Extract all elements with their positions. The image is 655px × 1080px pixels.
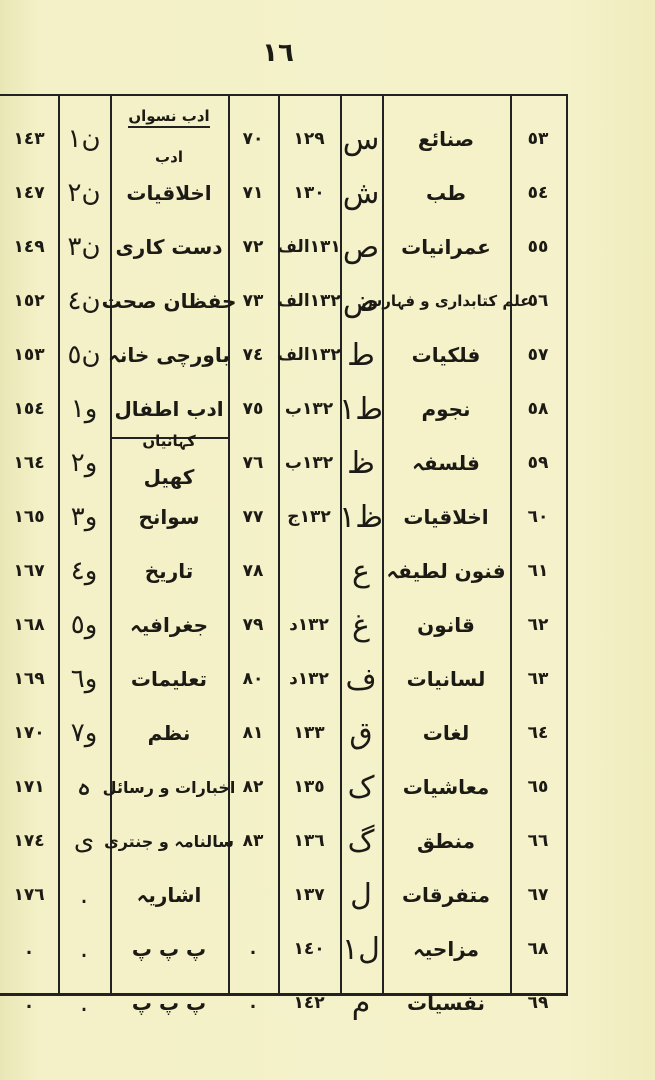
table-row xyxy=(0,490,566,544)
cell-serial-left: ٦٨ xyxy=(527,939,549,959)
table-row xyxy=(0,598,566,652)
cell-code-right: و٣ xyxy=(70,502,98,532)
cell-page: ١٦٨ xyxy=(13,615,45,635)
cell-serial-left: ٦٢ xyxy=(527,615,549,635)
cell-page: ١٦٧ xyxy=(13,561,45,581)
cell-subject-right: اشاریہ xyxy=(136,883,202,907)
cell-code-right: و٥ xyxy=(70,610,98,640)
table-row xyxy=(0,652,566,706)
cell-page: ١٥٤ xyxy=(13,399,45,419)
cell-subject-right: اخلاقیات xyxy=(126,181,212,205)
cell-serial-left: ٦٧ xyxy=(527,885,549,905)
cell-code-left: ظ١ xyxy=(339,499,383,535)
cell-code-left: ف xyxy=(345,661,377,697)
index-table xyxy=(0,94,568,1021)
cell-serial-left: ٥٥ xyxy=(527,237,549,257)
cell-subject-right: نظم xyxy=(147,721,191,745)
cell-page-left xyxy=(278,544,340,598)
cell-subject-left: فلسفہ xyxy=(412,451,480,475)
cell-subject-right: ادب اطفال xyxy=(110,382,228,439)
table-row xyxy=(0,706,566,760)
cell-page-left: ١٣١الف xyxy=(277,237,341,257)
table-row xyxy=(0,922,566,976)
cell-code-right: ی xyxy=(73,826,95,856)
cell-serial-left: ٥٧ xyxy=(527,345,549,365)
cell-serial-left: ٥٩ xyxy=(527,453,549,473)
cell-subject-left: علم کتابداری و فہارس xyxy=(361,292,531,310)
cell-serial-right: ٧١ xyxy=(242,183,264,203)
cell-page-left: ١٣٠ xyxy=(293,183,325,203)
cell-serial-left: ٦٤ xyxy=(527,723,549,743)
cell-code-right: ن٢ xyxy=(67,178,101,208)
cell-subject-right: تاریخ xyxy=(144,559,194,583)
cell-serial-right: . xyxy=(249,939,257,959)
cell-serial-right: ٧٤ xyxy=(242,345,264,365)
cell-code-right: و٤ xyxy=(70,556,98,586)
cell-serial-left: ٦٦ xyxy=(527,831,549,851)
cell-subject-right: حفظان صحت xyxy=(101,289,237,313)
cell-serial-left: ٦٠ xyxy=(527,507,549,527)
cell-code-left: ط xyxy=(347,337,375,373)
cell-code-left: غ xyxy=(352,607,370,643)
cell-page: ١٧٤ xyxy=(13,831,45,851)
cell-serial-left: ٦٥ xyxy=(527,777,549,797)
cell-subject-left: مزاحیہ xyxy=(413,937,479,961)
table-row xyxy=(0,112,566,166)
table-row xyxy=(0,382,566,436)
table-row xyxy=(0,976,566,1030)
cell-page-left: ١٣٦ xyxy=(293,831,325,851)
cell-code-left: ق xyxy=(349,715,373,751)
cell-page-left: ١٣٢ج xyxy=(287,507,331,527)
cell-subject-right: کھیل xyxy=(143,465,195,489)
cell-subject-left: نجوم xyxy=(421,397,471,421)
table-row xyxy=(0,328,566,382)
cell-subject-left: متفرقات xyxy=(401,883,491,907)
cell-subject-left: صنائع xyxy=(417,127,475,151)
table-row xyxy=(0,166,566,220)
cell-serial-left: ٦١ xyxy=(527,561,549,581)
cell-subject-left: قانون xyxy=(417,613,475,637)
cell-serial-right: ٧٢ xyxy=(242,237,264,257)
cell-page: ١٧٦ xyxy=(13,885,45,905)
cell-code-right: . xyxy=(79,934,89,964)
cell-subject-left: اخلاقیات xyxy=(403,505,489,529)
cell-subject-left: نفسیات xyxy=(406,991,486,1015)
table-row xyxy=(0,760,566,814)
cell-subject-right: اخبارات و رسائل xyxy=(102,777,236,797)
cell-page: ١٤٧ xyxy=(13,183,45,203)
cell-code-left: س xyxy=(342,121,380,157)
cell-page: ١٧٠ xyxy=(13,723,45,743)
cell-code-right: . xyxy=(79,880,89,910)
cell-page: ١٦٥ xyxy=(13,507,45,527)
cell-serial-right: ٧٧ xyxy=(242,507,264,527)
cell-page: ١٦٩ xyxy=(13,669,45,689)
cell-page: ١٧١ xyxy=(13,777,45,797)
section-heading xyxy=(110,100,228,134)
table-row xyxy=(0,544,566,598)
section-heading-text: ادب نسواں xyxy=(128,107,209,128)
cell-page-left: ١٣٢د xyxy=(289,669,329,689)
cell-page-left: ١٢٩ xyxy=(293,129,325,149)
cell-subject-right: پ پ پ xyxy=(131,937,207,961)
cell-subject-left: عمرانیات xyxy=(401,235,491,259)
section-heading: ادب xyxy=(155,148,183,166)
cell-code-right: ہ xyxy=(76,772,92,802)
cell-subject-right: دست کاری xyxy=(115,235,223,259)
cell-code-right: و٢ xyxy=(70,448,98,478)
table-row xyxy=(0,814,566,868)
cell-page-left: ١٣٢الف xyxy=(277,291,341,311)
cell-code-right: و٧ xyxy=(70,718,98,748)
cell-code-left: ض xyxy=(342,283,380,319)
cell-subject-right: جغرافیہ xyxy=(130,613,208,637)
cell-subject-left: طب xyxy=(426,181,467,205)
cell-subject-left: لسانیات xyxy=(406,667,486,691)
cell-subject-left: منطق xyxy=(416,829,476,853)
cell-subject-right: پ پ پ xyxy=(131,991,207,1015)
cell-page-left: ١٣٥ xyxy=(293,777,325,797)
cell-serial-left: ٥٨ xyxy=(527,399,549,419)
cell-code-left: ک xyxy=(347,769,375,805)
cell-serial-right: ٧٣ xyxy=(242,291,264,311)
cell-page-left: ١٣٧ xyxy=(293,885,325,905)
cell-subject-right: سوانح xyxy=(138,505,200,529)
cell-page-left: ١٣٢ب xyxy=(284,453,334,473)
cell-code-left: ط١ xyxy=(339,391,383,427)
cell-subject-right: تعلیمات xyxy=(130,667,208,691)
cell-serial-left: ٦٣ xyxy=(527,669,549,689)
cell-serial-left: ٥٤ xyxy=(527,183,549,203)
section-heading: کہانیاں xyxy=(142,432,196,450)
cell-code-right: ن١ xyxy=(67,124,101,154)
cell-code-left: گ xyxy=(347,823,375,859)
table-row xyxy=(0,436,566,490)
cell-code-right: . xyxy=(79,988,89,1018)
cell-page-left: ١٤٠ xyxy=(293,939,325,959)
cell-page: ١٥٢ xyxy=(13,291,45,311)
cell-page: ١٥٣ xyxy=(13,345,45,365)
cell-subject-left: فلکیات xyxy=(411,343,481,367)
cell-page-left: ١٣٢ب xyxy=(284,399,334,419)
cell-code-left: ع xyxy=(352,553,370,589)
cell-serial-left: ٥٣ xyxy=(527,129,549,149)
cell-page: ١٤٣ xyxy=(13,129,45,149)
cell-serial-right: ٧٩ xyxy=(242,615,264,635)
cell-code-left: م xyxy=(351,985,371,1021)
cell-serial-left: ٦٩ xyxy=(527,993,549,1013)
cell-page: . xyxy=(25,993,33,1013)
cell-page: ١٤٩ xyxy=(13,237,45,257)
cell-page: . xyxy=(25,939,33,959)
cell-code-right: و٦ xyxy=(70,664,98,694)
cell-subject-right: سالنامہ و جنتری xyxy=(104,831,234,851)
cell-code-left: ظ xyxy=(347,445,375,481)
cell-serial-right: ٧٦ xyxy=(242,453,264,473)
cell-code-left: ص xyxy=(342,229,380,265)
cell-page-left: ١٤٢ xyxy=(293,993,325,1013)
cell-code-right: و١ xyxy=(70,394,98,424)
page-number: ١٦ xyxy=(262,38,294,68)
cell-subject-left: معاشیات xyxy=(402,775,490,799)
cell-serial-right: ٧٨ xyxy=(242,561,264,581)
cell-page: ١٦٤ xyxy=(13,453,45,473)
cell-serial-right: ٧٠ xyxy=(242,129,264,149)
cell-page-left: ١٣٣ xyxy=(293,723,325,743)
cell-serial-right xyxy=(228,868,278,922)
cell-code-left: ل١ xyxy=(342,931,380,967)
cell-code-left: ش xyxy=(342,175,380,211)
cell-serial-right: ٨٣ xyxy=(242,831,264,851)
cell-code-right: ن٥ xyxy=(67,340,101,370)
cell-serial-right: ٨٠ xyxy=(242,669,264,689)
table-row xyxy=(0,868,566,922)
cell-serial-left: ٥٦ xyxy=(527,291,549,311)
cell-serial-right: ٨٢ xyxy=(242,777,264,797)
cell-serial-right: ٨١ xyxy=(242,723,264,743)
table-row xyxy=(0,274,566,328)
cell-code-right: ن٣ xyxy=(67,232,101,262)
cell-serial-right: . xyxy=(249,993,257,1013)
cell-code-left: ل xyxy=(350,877,372,913)
cell-subject-right: باورچی خانہ xyxy=(108,343,230,367)
cell-page-left: ١٣٢الف xyxy=(277,345,341,365)
cell-serial-right: ٧٥ xyxy=(242,399,264,419)
table-row xyxy=(0,220,566,274)
cell-page-left: ١٣٢د xyxy=(289,615,329,635)
cell-subject-left: لغات xyxy=(422,721,470,745)
cell-subject-left: فنون لطیفہ xyxy=(386,559,506,583)
cell-code-right: ن٤ xyxy=(67,286,101,316)
